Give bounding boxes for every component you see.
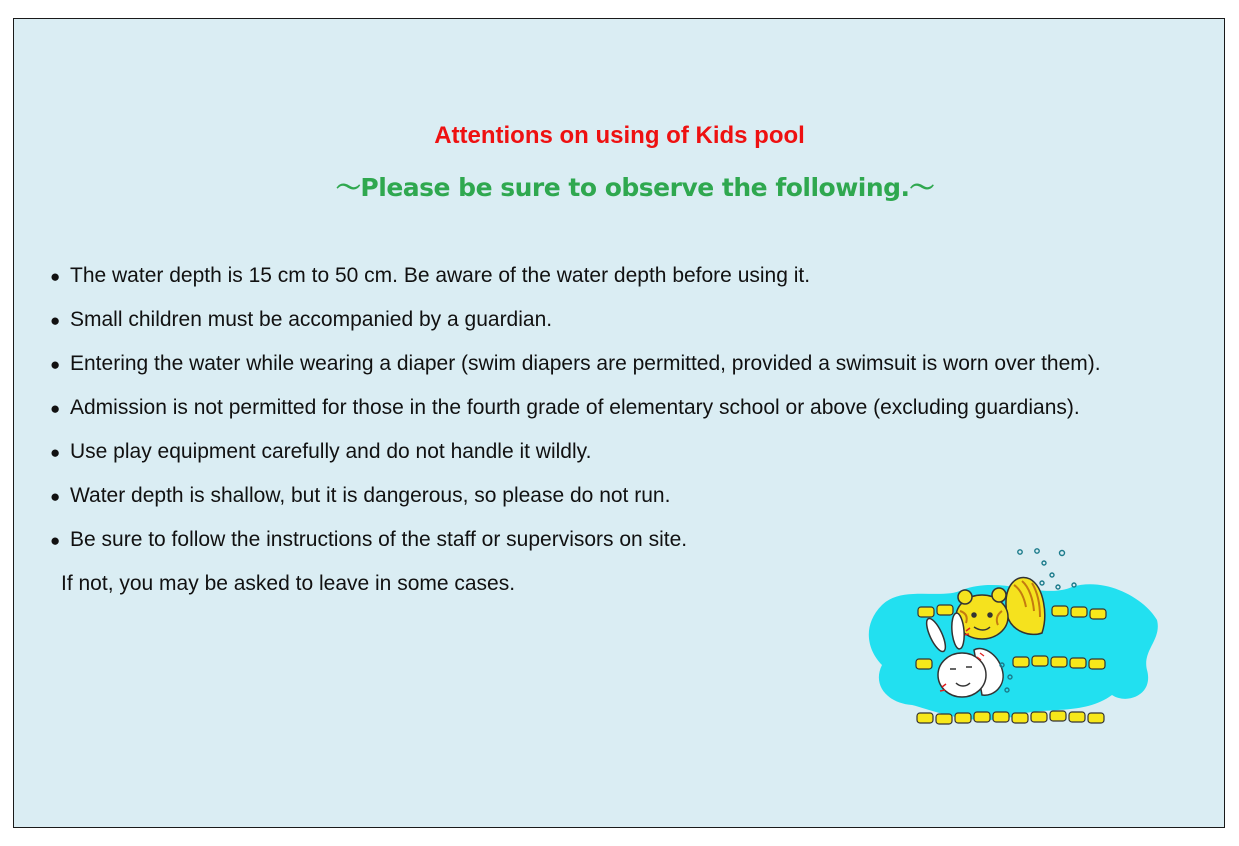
bullet-icon: ●: [50, 531, 61, 550]
rule-text: Admission is not permitted for those in the fourth grade of elementary school or above (excluding guardians).: [70, 396, 1080, 419]
bullet-icon: ●: [50, 267, 61, 286]
bullet-icon: ●: [50, 487, 61, 506]
rule-text: Entering the water while wearing a diaper (swim diapers are permitted, provided a swimsuit is worn over them).: [70, 352, 1101, 375]
bullet-icon: ●: [50, 443, 61, 462]
bullet-icon: ●: [50, 399, 61, 418]
notice-title: Attentions on using of Kids pool: [434, 122, 805, 149]
rule-item: [50, 258, 1101, 302]
notice-subtitle: ～Please be sure to observe the following.～: [335, 173, 935, 202]
bullet-icon: ●: [50, 355, 61, 374]
bullet-icon: ●: [50, 311, 61, 330]
rule-text: Water depth is shallow, but it is dangerous, so please do not run.: [70, 484, 671, 507]
rule-text: Small children must be accompanied by a guardian.: [70, 308, 553, 331]
rule-item: [50, 478, 1101, 522]
rule-item: [50, 346, 1101, 390]
rule-text: Use play equipment carefully and do not handle it wildly.: [70, 440, 592, 463]
rule-text: The water depth is 15 cm to 50 cm. Be aware of the water depth before using it.: [70, 264, 811, 287]
swimming-tiger-and-rabbit-illustration-icon: [862, 545, 1162, 735]
rule-item: [50, 302, 1101, 346]
rule-item: [50, 434, 1101, 478]
rule-text: Be sure to follow the instructions of the staff or supervisors on site.: [70, 528, 688, 551]
rule-continuation: If not, you may be asked to leave in some cases.: [61, 572, 516, 595]
rule-item: [50, 390, 1101, 434]
